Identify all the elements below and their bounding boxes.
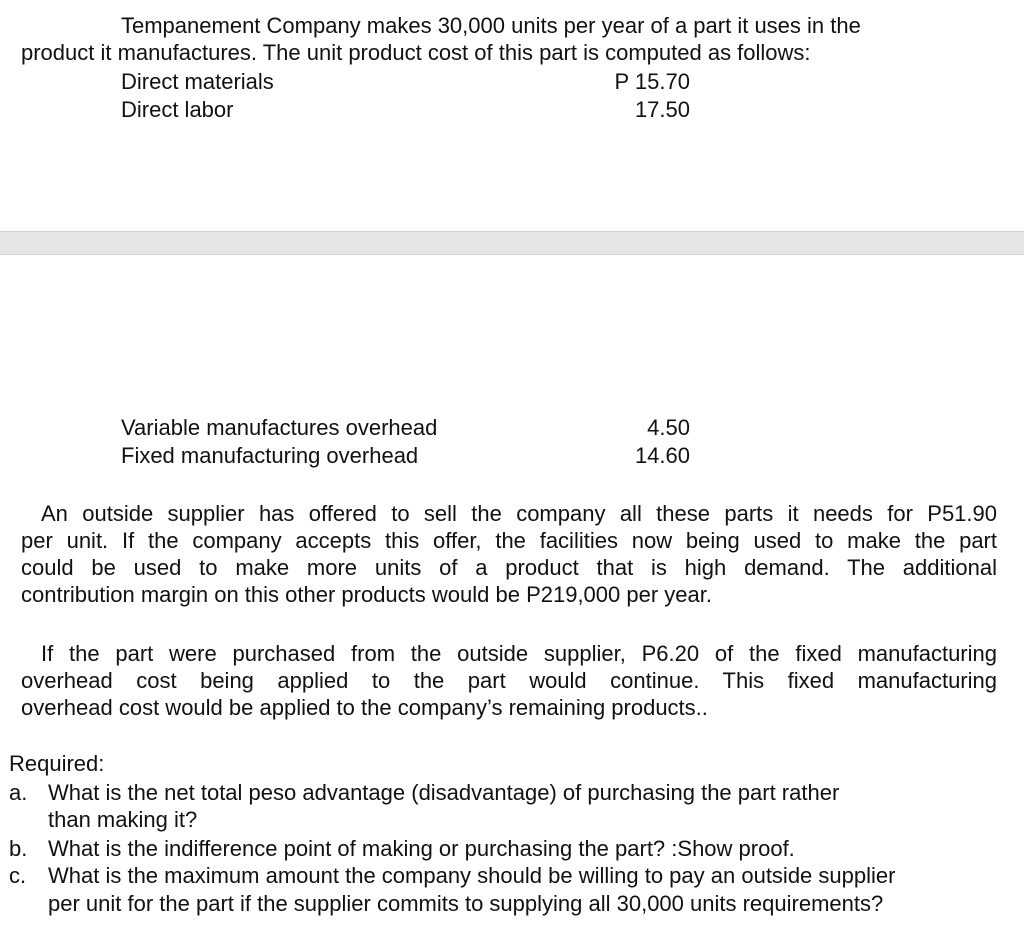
question-text: What is the net total peso advantage (disadvantage) of purchasing the part rather [48, 780, 840, 805]
question-text: than making it? [48, 807, 198, 832]
paragraph-line: If the part were purchased from the outside supplier, P6.20 of the fixed manufacturing [41, 641, 997, 666]
intro-line-2: product it manufactures. The unit product cost of this part is computed as follows: [21, 40, 811, 65]
page-break-band [0, 231, 1024, 255]
cost-value-fixed-overhead: 14.60 [634, 443, 690, 468]
cost-label-variable-overhead: Variable manufactures overhead [121, 415, 438, 440]
supplier-offer-paragraph [21, 500, 997, 608]
question-letter: a. [9, 780, 28, 805]
cost-value-direct-materials: P 15.70 [614, 69, 690, 94]
paragraph-line: per unit. If the company accepts this offer, the facilities now being used to make the part [21, 528, 997, 553]
paragraph-line: An outside supplier has offered to sell the company all these parts it needs for P51.90 [41, 501, 997, 526]
fixed-overhead-paragraph [21, 640, 997, 721]
cost-label-direct-labor: Direct labor [121, 97, 234, 122]
question-text: What is the indifference point of making or purchasing the part? :Show proof. [48, 836, 795, 861]
cost-value-variable-overhead: 4.50 [647, 415, 690, 440]
paragraph-line: overhead cost would be applied to the company’s remaining products.. [21, 695, 708, 720]
question-letter: b. [9, 836, 28, 861]
paragraph-line: could be used to make more units of a product that is high demand. The additional [21, 555, 997, 580]
cost-label-direct-materials: Direct materials [121, 69, 274, 94]
intro-line-1: Tempanement Company makes 30,000 units per year of a part it uses in the [121, 13, 861, 38]
paragraph-line: contribution margin on this other products would be P219,000 per year. [21, 582, 712, 607]
question-text: per unit for the part if the supplier commits to supplying all 30,000 units requirements? [48, 891, 884, 916]
required-heading: Required: [9, 751, 105, 776]
question-letter: c. [9, 863, 27, 888]
paragraph-line: overhead cost being applied to the part would continue. This fixed manufacturing [21, 668, 997, 693]
question-text: What is the maximum amount the company should be willing to pay an outside supplier [48, 863, 896, 888]
cost-label-fixed-overhead: Fixed manufacturing overhead [121, 443, 419, 468]
cost-value-direct-labor: 17.50 [634, 97, 690, 122]
